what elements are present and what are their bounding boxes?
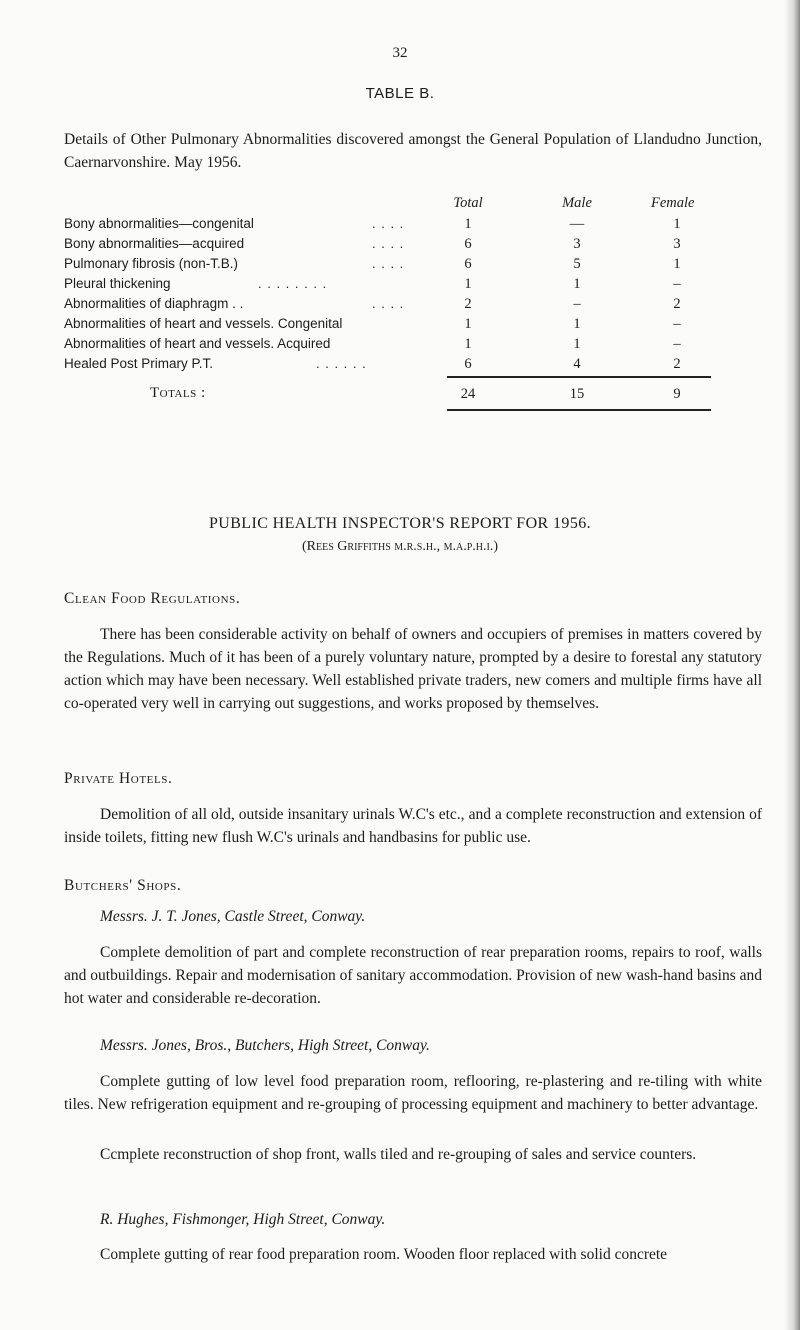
table-intro: Details of Other Pulmonary Abnormalities discovered amongst the General Population of Llandudno Junction, Caernarvonshire. May 1956. (64, 131, 762, 171)
section-heading-clean-food: Clean Food Regulations. (64, 590, 241, 607)
section-heading-butchers: Butchers' Shops. (64, 877, 182, 894)
row-female: 1 (673, 256, 681, 272)
row-female: 2 (673, 356, 681, 372)
row-total: 2 (464, 296, 472, 312)
row-label: Bony abnormalities—acquired (64, 236, 245, 251)
totals-female: 9 (673, 386, 681, 402)
column-header-male: Male (562, 195, 592, 211)
row-leader-dots: . . . . (372, 216, 405, 231)
page-edge-shadow (784, 0, 800, 1330)
paragraph-clean-food: There has been considerable activity on behalf of owners and occupiers of premises in matters covered by the Regulations. Much of it has been of a purely voluntary nature, prompted by a desire to forestal any statutory action which may have been necessary. Well established private traders, new comers and multiple firms have all co-operated very well in carrying out suggestions, and works proposed by themselves. (64, 626, 762, 712)
row-total: 6 (464, 356, 472, 372)
row-label: Abnormalities of diaphragm . . (64, 296, 244, 311)
section-heading-private-hotels: Private Hotels. (64, 770, 173, 787)
paragraph-jt-jones: Complete demolition of part and complete reconstruction of rear preparation rooms, repairs to roof, walls and outbuildings. Repair and modernisation of sanitary accommodation. Provision of new wash-hand basins and hot water and considerable re-decoration. (64, 944, 762, 1007)
totals-label: Totals : (150, 385, 206, 401)
paragraph-r-hughes: Complete gutting of rear food preparation room. Wooden floor replaced with solid concrete (100, 1246, 668, 1263)
totals-total: 24 (460, 386, 476, 402)
row-female: 1 (673, 216, 681, 232)
row-label: Abnormalities of heart and vessels. Acquired (64, 336, 331, 351)
row-male: – (573, 296, 581, 312)
row-male: 1 (573, 276, 581, 292)
row-female: – (673, 276, 681, 292)
totals-bottom-rule (447, 409, 711, 411)
row-female: 2 (673, 296, 681, 312)
subheading-jones-bros: Messrs. Jones, Bros., Butchers, High Street, Conway. (100, 1037, 430, 1054)
row-leader-dots: . . . . (372, 296, 405, 311)
subheading-r-hughes: R. Hughes, Fishmonger, High Street, Conway. (100, 1211, 386, 1228)
row-label: Pleural thickening (64, 276, 171, 291)
row-total: 6 (464, 236, 472, 252)
totals-top-rule (447, 376, 711, 378)
row-leader-dots: . . . . . . (316, 356, 367, 371)
column-header-total: Total (453, 195, 483, 211)
totals-male: 15 (569, 386, 585, 402)
row-male: 1 (573, 336, 581, 352)
subheading-jt-jones: Messrs. J. T. Jones, Castle Street, Conway. (100, 908, 366, 925)
page-number: 32 (392, 45, 408, 61)
row-label: Bony abnormalities—congenital (64, 216, 254, 231)
row-total: 1 (464, 276, 472, 292)
paragraph-private-hotels: Demolition of all old, outside insanitary urinals W.C's etc., and a complete reconstruction and extension of inside toilets, fitting new flush W.C's urinals and handbasins for public use. (64, 806, 762, 846)
row-label: Pulmonary fibrosis (non-T.B.) (64, 256, 239, 271)
row-total: 1 (464, 316, 472, 332)
column-header-female: Female (651, 195, 695, 211)
paragraph-shop-front: Ccmplete reconstruction of shop front, walls tiled and re-grouping of sales and service counters. (100, 1146, 697, 1163)
row-female: – (673, 316, 681, 332)
row-female: 3 (673, 236, 681, 252)
paragraph-jones-bros: Complete gutting of low level food preparation room, reflooring, re-plastering and re-tiling with white tiles. New refrigeration equipment and re-grouping of processing equipment and machinery to better advantage. (64, 1073, 762, 1113)
row-male: — (569, 216, 585, 232)
row-leader-dots: . . . . . . . . (258, 276, 328, 291)
row-label: Abnormalities of heart and vessels. Congenital (64, 316, 343, 331)
table-title: TABLE B. (365, 85, 435, 102)
row-total: 1 (464, 336, 472, 352)
report-author: (Rees Griffiths m.r.s.h., m.a.p.h.i.) (302, 539, 498, 554)
report-title: PUBLIC HEALTH INSPECTOR'S REPORT FOR 1956. (208, 515, 592, 532)
row-male: 5 (573, 256, 581, 272)
row-leader-dots: . . . . (372, 236, 405, 251)
row-male: 4 (573, 356, 581, 372)
row-leader-dots: . . . . (372, 256, 405, 271)
row-total: 1 (464, 216, 472, 232)
row-male: 3 (573, 236, 581, 252)
row-female: – (673, 336, 681, 352)
row-male: 1 (573, 316, 581, 332)
row-total: 6 (464, 256, 472, 272)
row-label: Healed Post Primary P.T. (64, 356, 214, 371)
